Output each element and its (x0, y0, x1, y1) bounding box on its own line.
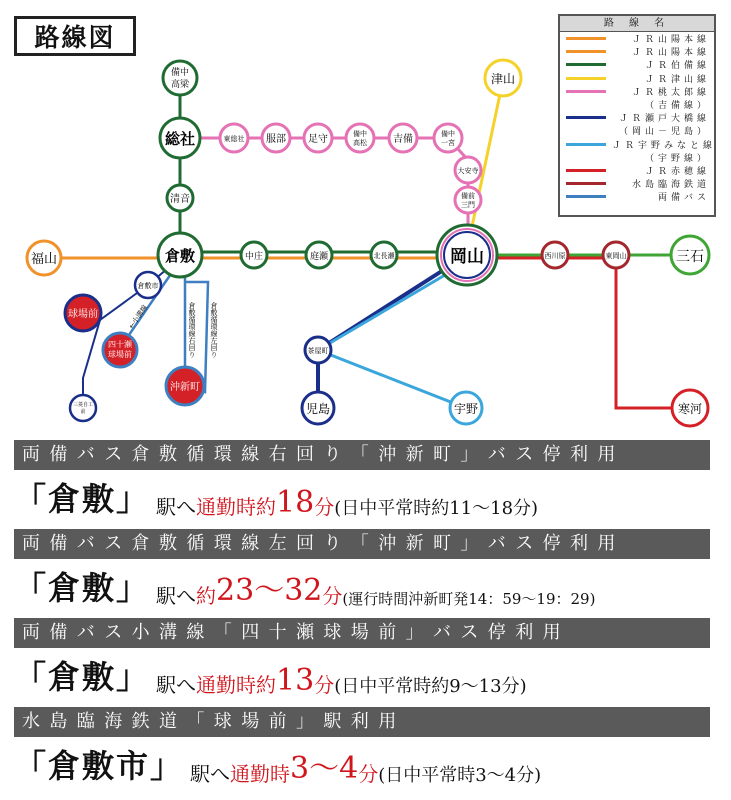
legend-item (560, 190, 714, 203)
legend-swatch (566, 77, 606, 80)
legend-label: 両備バス (657, 193, 710, 204)
legend-title: 路 線 名 (560, 16, 714, 32)
legend-label: ＪＲ赤穂線 (644, 166, 710, 177)
legend-swatch (566, 169, 606, 172)
legend-item (560, 45, 714, 58)
station-kyujomae: 球場前 (68, 309, 98, 320)
legend (558, 14, 716, 217)
station-kurashiki: 倉敷 (164, 247, 196, 265)
access-row-4: 「倉敷市」 駅へ 通勤時 3～4 分 (日中平常時3～4分) (14, 741, 714, 787)
legend-label: （吉備線） (644, 101, 710, 112)
legend-label: ＪＲ桃太郎線 (631, 87, 710, 98)
legend-label: ＪＲ山陽本線 (631, 35, 710, 46)
bus-right-label: 倉敷循環線右回り (188, 302, 196, 358)
station-tsuyama: 津山 (490, 72, 516, 86)
map-title: 路線図 (14, 16, 136, 56)
station-mitsubishi: 前 (80, 409, 86, 415)
access-station-2: 「倉敷」 (14, 569, 151, 607)
ako-line (616, 258, 682, 408)
legend-swatch (566, 63, 606, 66)
station-yonjusse: 球場前 (108, 350, 132, 359)
station-hattori: 服部 (266, 134, 286, 145)
station-kibi: 吉備 (393, 134, 413, 145)
access-row-1: 「倉敷」 駅へ 通勤時約 18 分 (日中平常時約11～18分) (14, 474, 714, 520)
legend-item (560, 138, 717, 151)
access-row-3: 「倉敷」 駅へ 通勤時約 13 分 (日中平常時約9～13分) (14, 652, 714, 698)
station-ako: 寒河 (677, 402, 703, 416)
legend-label: （宇野線） (644, 153, 710, 164)
station-mitsu: 三石 (676, 249, 704, 265)
legend-swatch (566, 50, 606, 53)
station-bichu-takamatsu: 高松 (353, 139, 367, 147)
legend-item (560, 151, 714, 164)
legend-swatch (566, 129, 606, 132)
access-station-3: 「倉敷」 (14, 658, 151, 696)
access-station-4: 「倉敷市」 (14, 747, 185, 785)
station-fukuyama: 福山 (30, 252, 58, 267)
station-saidaiji: 西川原 (544, 252, 566, 260)
access-station-1: 「倉敷」 (14, 480, 151, 518)
access-row-2: 「倉敷」 駅へ 約 23～32 分 (運行時間沖新町発14：59～19：29) (14, 563, 714, 609)
station-kiyone: 清音 (170, 194, 190, 205)
access-banner-2: 両備バス倉敷循環線左回り「沖新町」バス停利用 (14, 529, 710, 559)
svg-text:備中: 備中 (441, 130, 455, 138)
legend-item (560, 164, 714, 177)
legend-label: ＪＲ宇野みなと線 (612, 140, 717, 151)
legend-swatch (566, 143, 606, 146)
legend-item (560, 72, 714, 85)
station-kitanagase: 北長瀬 (373, 252, 395, 260)
legend-label: ＪＲ津山線 (644, 74, 710, 85)
station-higashi-okayama: 東岡山 (605, 252, 627, 260)
station-kojima: 児島 (305, 402, 331, 416)
station-ashimori: 足守 (308, 134, 328, 145)
svg-text:備中: 備中 (353, 130, 367, 138)
legend-label: 水島臨海鉄道 (631, 180, 710, 191)
legend-swatch (566, 116, 606, 119)
access-banner-3: 両備バス小溝線「四十瀬球場前」バス停利用 (14, 618, 710, 648)
legend-item (560, 111, 714, 124)
svg-text:備前: 備前 (461, 192, 475, 200)
legend-item (560, 58, 714, 71)
legend-item (560, 177, 714, 190)
legend-swatch (566, 195, 606, 198)
legend-label: ＪＲ瀬戸大橋線 (618, 114, 710, 125)
station-okishinmachi: 沖新町 (170, 382, 200, 393)
legend-label: ＪＲ山陽本線 (631, 48, 710, 59)
svg-text:四十瀬: 四十瀬 (108, 340, 132, 349)
legend-swatch (566, 37, 606, 40)
legend-item (560, 85, 714, 98)
legend-label: ＪＲ伯備線 (644, 61, 710, 72)
access-banner-1: 両備バス倉敷循環線右回り「沖新町」バス停利用 (14, 440, 710, 470)
legend-item (560, 124, 714, 137)
station-nakasho: 中庄 (244, 252, 264, 262)
station-daianji: 大安寺 (457, 167, 479, 175)
svg-text:高梁: 高梁 (170, 80, 190, 90)
legend-swatch (566, 182, 606, 185)
legend-swatch (566, 103, 606, 106)
legend-label: （岡山－児島） (618, 127, 710, 138)
legend-item (560, 32, 714, 45)
access-banner-4: 水島臨海鉄道「球場前」駅利用 (14, 707, 710, 737)
station-soja: 総社 (164, 130, 196, 148)
legend-swatch (566, 90, 606, 93)
station-chayamachi: 茶屋町 (307, 347, 329, 355)
station-bichu-takahashi-1: 備中 (170, 68, 190, 78)
station-bichu-ichinomiya: 一宮 (441, 139, 455, 147)
legend-swatch (566, 156, 606, 159)
station-uno: 宇野 (453, 402, 479, 416)
station-higashi-soja: 東総社 (223, 135, 245, 143)
station-kurashikishi: 倉敷市 (137, 282, 159, 290)
station-bizen-sanmon: 三門 (461, 201, 475, 209)
legend-item (560, 98, 714, 111)
svg-text:三菱自工: 三菱自工 (72, 402, 94, 408)
station-okayama: 岡山 (450, 247, 484, 267)
bus-komizo-label: ←小溝線 (127, 303, 150, 331)
momotaro-line (180, 138, 468, 242)
bus-left-label: 倉敷循環線左回り (210, 302, 218, 358)
station-niwase: 庭瀬 (309, 252, 329, 262)
